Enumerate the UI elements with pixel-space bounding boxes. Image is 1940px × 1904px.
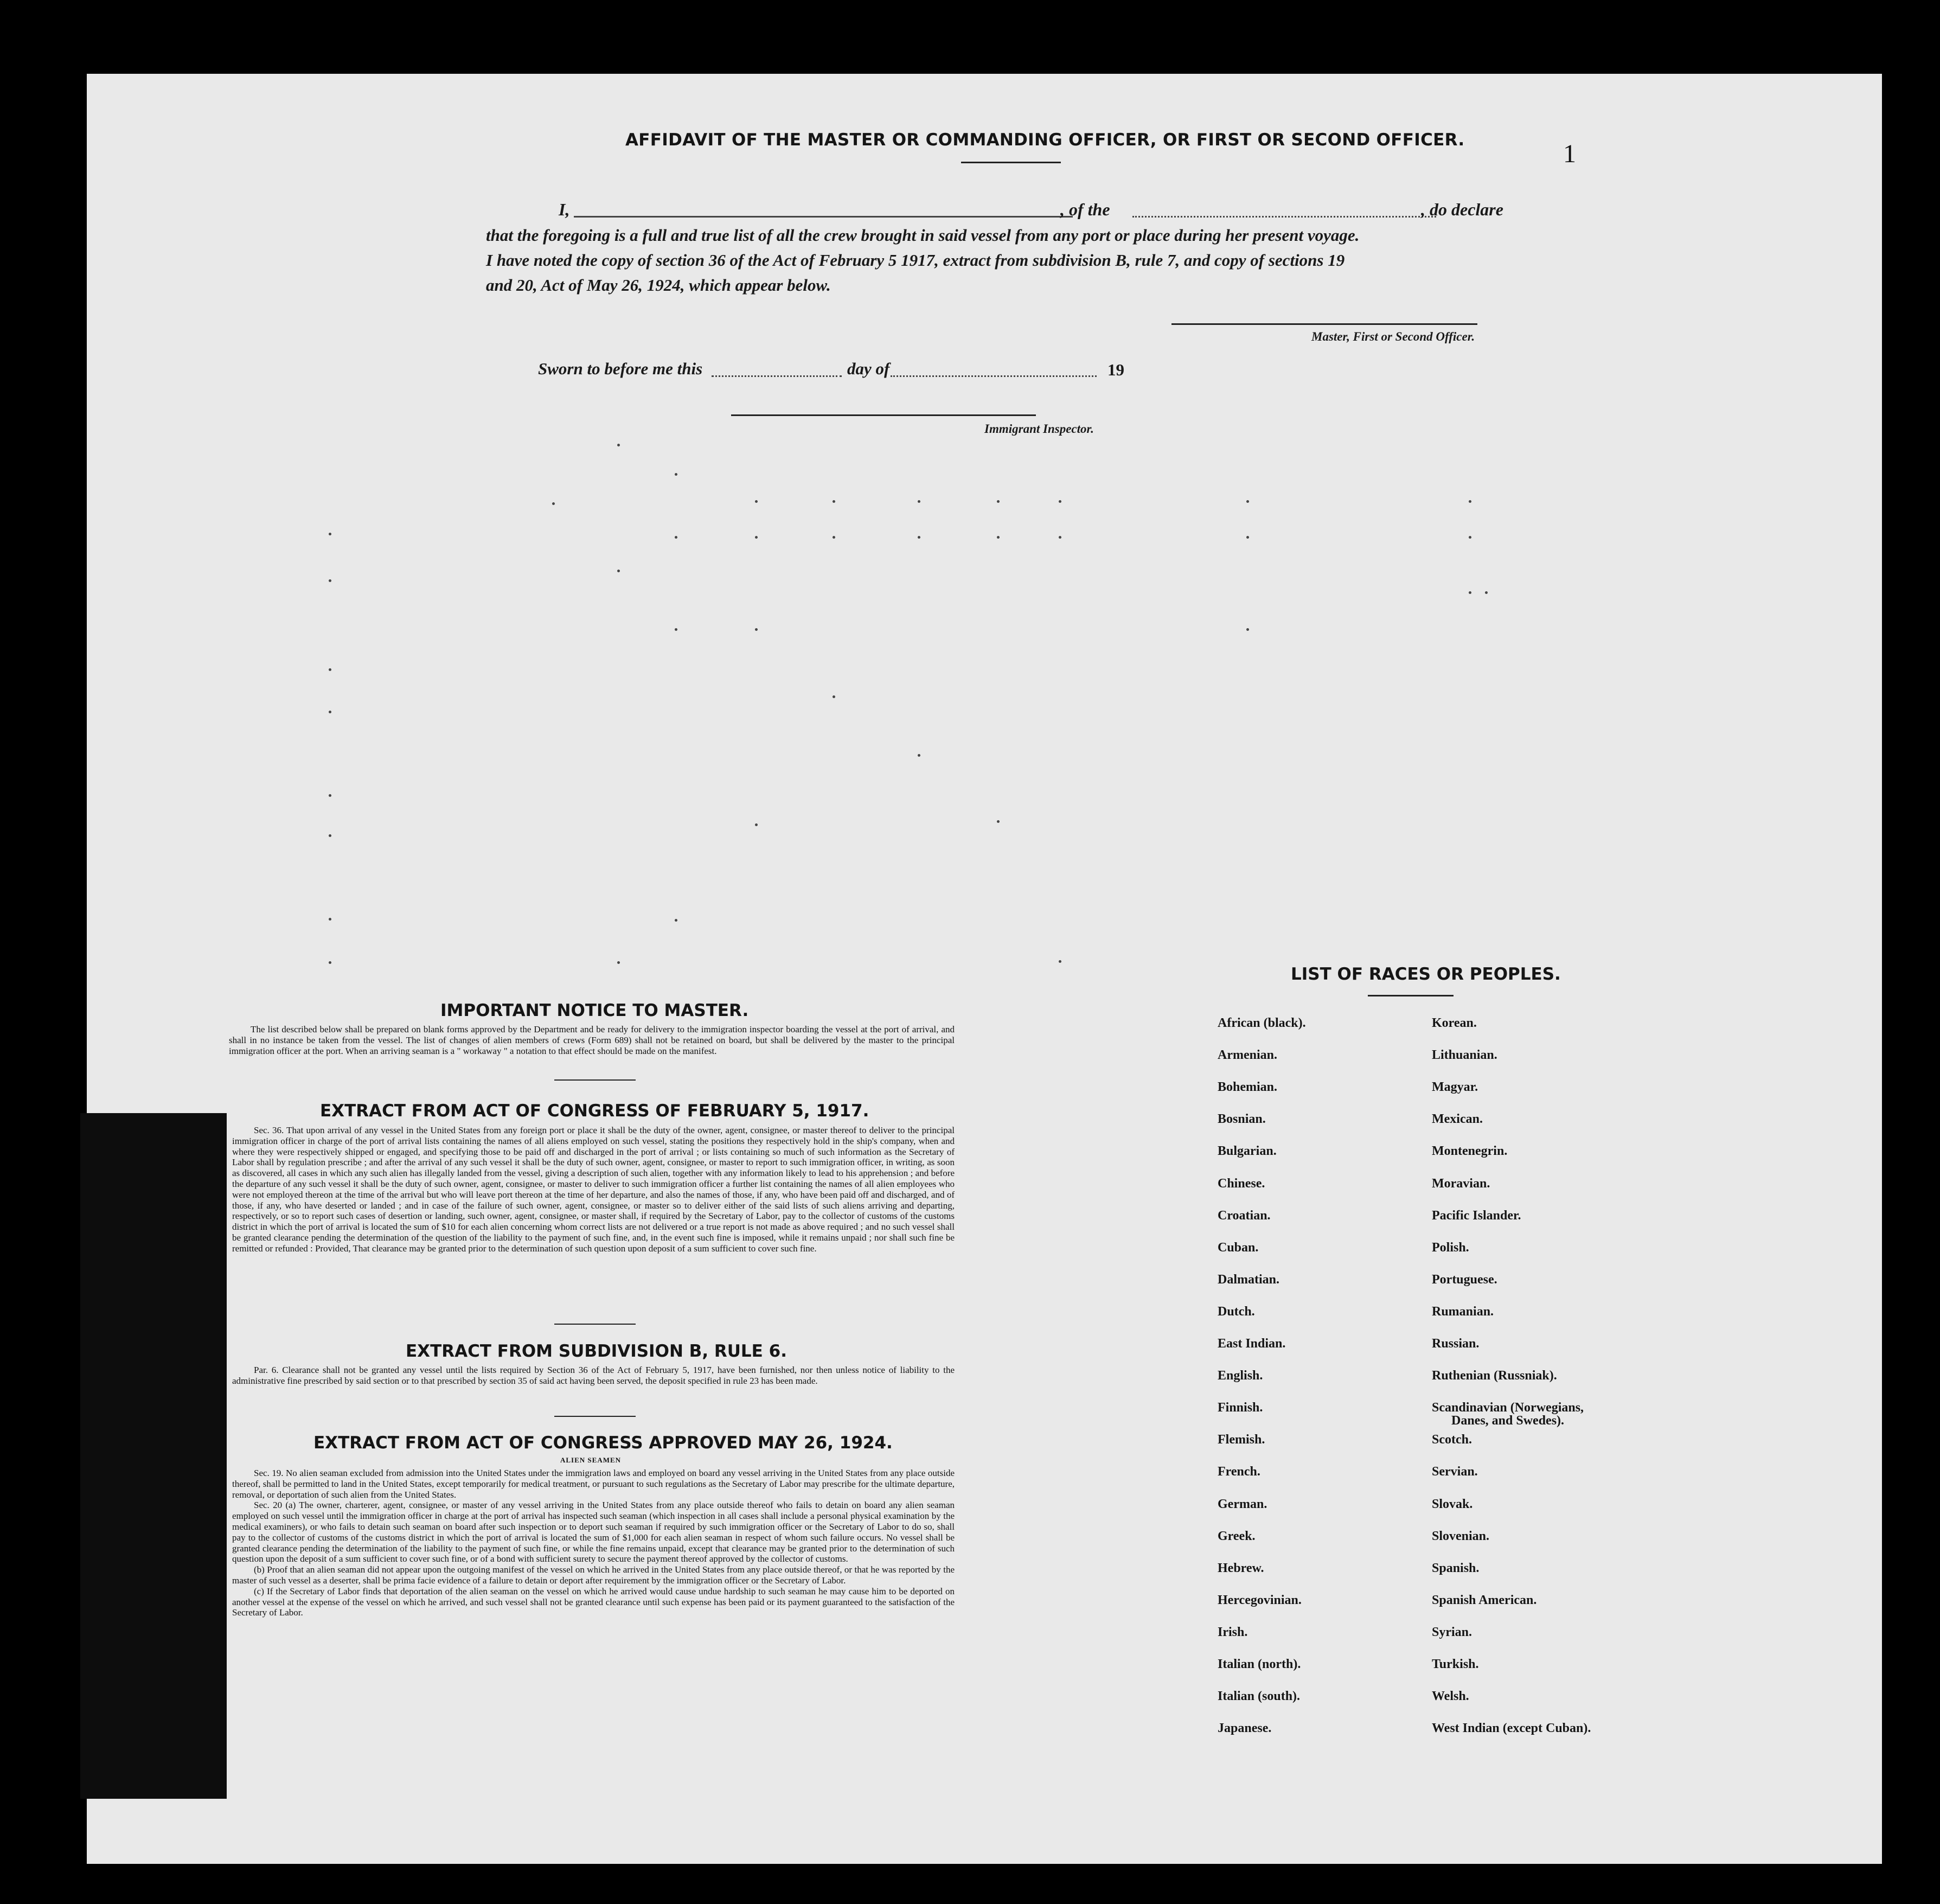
sworn-day-of: day of bbox=[847, 359, 890, 378]
rule-6-divider bbox=[554, 1416, 636, 1417]
section-20b-paragraph: (b) Proof that an alien seaman did not appear upon the outgoing manifest of the vessel on which he arrived in the United States from any place outside thereof, or that he was reported by the master of such vessel as a deserter, shall be prima facie evidence of a failure to detain or deport after requirement by the immigration officer or the Secretary of Labor. bbox=[232, 1564, 955, 1586]
race-item: Greek. bbox=[1218, 1529, 1256, 1543]
race-item: Croatian. bbox=[1218, 1208, 1271, 1223]
race-item: Chinese. bbox=[1218, 1176, 1265, 1191]
race-item: Lithuanian. bbox=[1432, 1048, 1497, 1063]
race-item: Cuban. bbox=[1218, 1240, 1259, 1255]
race-item: Bulgarian. bbox=[1218, 1144, 1277, 1159]
sworn-month-blank bbox=[891, 375, 1097, 377]
race-item: Japanese. bbox=[1218, 1721, 1272, 1736]
affidavit-declare-label: , do declare bbox=[1421, 200, 1503, 219]
race-item: Irish. bbox=[1218, 1625, 1248, 1639]
notice-body bbox=[229, 1024, 955, 1056]
affidavit-title: AFFIDAVIT OF THE MASTER OR COMMANDING OFFICER, OR FIRST OR SECOND OFFICER. bbox=[625, 130, 1465, 150]
vessel-name-blank bbox=[1132, 216, 1436, 218]
race-item: Slovak. bbox=[1432, 1497, 1473, 1511]
sworn-line bbox=[538, 359, 1189, 383]
race-item: Korean. bbox=[1432, 1016, 1477, 1030]
race-item: Dutch. bbox=[1218, 1304, 1255, 1319]
race-scandinavian-continuation: Danes, and Swedes). bbox=[1451, 1414, 1565, 1428]
rule-6-title: EXTRACT FROM SUBDIVISION B, RULE 6. bbox=[406, 1341, 787, 1361]
race-item: Italian (south). bbox=[1218, 1689, 1301, 1704]
page-number-mark: 1 bbox=[1563, 139, 1576, 168]
extract-1924-body bbox=[232, 1468, 955, 1618]
affidavit-line-3: I have noted the copy of section 36 of the Act of February 5 1917, extract from subdivision B, rule 7, and copy of sections 19 bbox=[486, 251, 1345, 270]
race-item: Italian (north). bbox=[1218, 1657, 1301, 1671]
race-item: Ruthenian (Russniak). bbox=[1432, 1369, 1557, 1383]
race-item: Pacific Islander. bbox=[1432, 1208, 1521, 1223]
race-item: Servian. bbox=[1432, 1465, 1478, 1479]
races-title: LIST OF RACES OR PEOPLES. bbox=[1291, 964, 1561, 984]
race-item: Finnish. bbox=[1218, 1401, 1263, 1415]
rule-6-paragraph: Par. 6. Clearance shall not be granted any vessel until the lists required by Section 36 of the Act of February 5, 1917, have been furnished, nor then unless notice of liability to the administrative fine prescribed by said section or to that prescribed by section 35 of said act having been served, the deposit specified in rule 23 has been made. bbox=[232, 1365, 955, 1386]
race-item: Portuguese. bbox=[1432, 1272, 1497, 1287]
race-item: Armenian. bbox=[1218, 1048, 1277, 1063]
race-item: Welsh. bbox=[1432, 1689, 1469, 1704]
section-20a-paragraph: Sec. 20 (a) The owner, charterer, agent, consignee, or master of any vessel arriving in the United States from any place outside thereof who fails to detain on board any alien seaman employed on such vessel until the immigration officer in charge at the port of arrival has inspected such seaman (which inspection in all cases shall include a personal physical examination by the medical examiners), or who fails to detain such seaman on board after such inspection or to deport such seaman if required by such immigration officer or the Secretary of Labor to do so, shall pay to the collector of customs of the customs district in which the port of arrival is located the sum of $1,000 for each alien seaman in respect of whom such failure occurs. No vessel shall be granted clearance pending the determination of the liability to the payment of such fine, or while the fine remains unpaid, except that clearance may be granted prior to the determination of such question upon the deposit of a sum sufficient to cover such fine, or of a bond with sufficient surety to secure the payment thereof approved by the collector of customs. bbox=[232, 1500, 955, 1564]
sworn-year: 19 bbox=[1107, 360, 1124, 379]
affidavit-of-the-label: , of the bbox=[1060, 200, 1110, 219]
race-item: Spanish. bbox=[1432, 1561, 1480, 1575]
extract-1917-title: EXTRACT FROM ACT OF CONGRESS OF FEBRUARY 5, 1917. bbox=[320, 1101, 869, 1121]
race-item: English. bbox=[1218, 1369, 1263, 1383]
title-underline bbox=[961, 162, 1061, 163]
section-20c-paragraph: (c) If the Secretary of Labor finds that deportation of the alien seaman on the vessel on which he arrived would cause undue hardship to such seaman he may cause him to be deported on another vessel at the expense of the vessel on which he arrived, and such vessel shall not be granted clearance until such expense has been paid or its payment guaranteed to the satisfaction of the Secretary of Labor. bbox=[232, 1586, 955, 1618]
race-item: Bosnian. bbox=[1218, 1112, 1266, 1127]
extract-1917-body bbox=[232, 1125, 955, 1254]
race-item: Polish. bbox=[1432, 1240, 1469, 1255]
sworn-day-blank bbox=[712, 375, 842, 377]
notice-paragraph: The list described below shall be prepared on blank forms approved by the Department and be ready for delivery to the immigration inspector boarding the vessel at the port of arrival, and shall in no instance be taken from the vessel. The list of changes of alien members of crews (Form 689) shall not be retained on board, but shall be delivered by the master to the principal immigration officer at the port. When an arriving seaman is a " workaway " a notation to that effect should be made on the manifest. bbox=[229, 1024, 955, 1056]
race-item: Dalmatian. bbox=[1218, 1272, 1279, 1287]
section-36-paragraph: Sec. 36. That upon arrival of any vessel in the United States from any foreign port or place it shall be the duty of the owner, agent, consignee, or master thereof to deliver to the principal immigration officer in charge of the port of arrival lists containing the names of all aliens employed on such vessel, stating the positions they respectively hold in the ship's company, when and where they were respectively shipped or engaged, and specifying those to be paid off and discharged in the port of arrival ; or lists containing so much of such information as the Secretary of Labor shall by regulation prescribe ; and after the arrival of any such vessel it shall be the duty of such owner, agent, consignee, or master to report to such immigration officer, in writing, as soon as discovered, all cases in which any such alien has illegally landed from the vessel, giving a description of such alien, together with any information likely to lead to his apprehension ; and before the departure of any such vessel it shall be the duty of such owner, agent, consignee, or master to deliver to such immigration officer a further list containing the names of all alien employees who were not employed thereon at the time of the arrival but who will leave port thereon at the time of her departure, and also the names of those, if any, who have been paid off and discharged, and of those, if any, who have deserted or landed ; and in case of the failure of such owner, agent, consignee, or master so to deliver either of the said lists of such aliens arriving and departing, respectively, or so to report such cases of desertion or landing, such owner, agent, consignee, or master shall, if required by the Secretary of Labor, pay to the collector of customs of the customs district in which the port of arrival is located the sum of $10 for each alien concerning whom correct lists are not delivered or a true report is not made as above required ; and no such vessel shall be granted clearance pending the determination of the question of the liability to the payment of such fine, and, in the event such fine is imposed, while it remains unpaid ; nor shall such fine be remitted or refunded : Provided, That clearance may be granted prior to the determination of such question upon deposit of a sum sufficient to cover such fine. bbox=[232, 1125, 955, 1254]
race-item: Scotch. bbox=[1432, 1433, 1472, 1447]
race-item: Hebrew. bbox=[1218, 1561, 1264, 1575]
master-name-blank bbox=[574, 216, 1073, 218]
inspector-signature-line bbox=[731, 414, 1036, 416]
race-item: Hercegovinian. bbox=[1218, 1593, 1302, 1607]
race-item: Russian. bbox=[1432, 1337, 1480, 1351]
race-item: Rumanian. bbox=[1432, 1304, 1494, 1319]
race-item: Scandinavian (Norwegians, bbox=[1432, 1401, 1584, 1415]
alien-seamen-subtitle: ALIEN SEAMEN bbox=[560, 1456, 622, 1464]
extract-1924-title: EXTRACT FROM ACT OF CONGRESS APPROVED MAY 26, 1924. bbox=[313, 1433, 893, 1453]
master-signature-line bbox=[1171, 323, 1477, 325]
extract-1917-divider bbox=[554, 1324, 636, 1325]
race-item: African (black). bbox=[1218, 1016, 1306, 1030]
affidavit-i-label: I, bbox=[559, 200, 570, 219]
race-item: German. bbox=[1218, 1497, 1267, 1511]
binding-stub bbox=[80, 1113, 227, 1799]
race-item: Slovenian. bbox=[1432, 1529, 1490, 1543]
races-title-underline bbox=[1368, 995, 1454, 996]
inspector-signature-caption: Immigrant Inspector. bbox=[984, 422, 1094, 436]
notice-title: IMPORTANT NOTICE TO MASTER. bbox=[440, 1001, 749, 1020]
race-item: Flemish. bbox=[1218, 1433, 1265, 1447]
race-item: Montenegrin. bbox=[1432, 1144, 1508, 1159]
sworn-prefix: Sworn to before me this bbox=[538, 359, 703, 378]
rule-6-body bbox=[232, 1365, 955, 1387]
notice-divider bbox=[554, 1079, 636, 1081]
race-item: Turkish. bbox=[1432, 1657, 1479, 1671]
race-item: Spanish American. bbox=[1432, 1593, 1537, 1607]
section-19-paragraph: Sec. 19. No alien seaman excluded from admission into the United States under the immigration laws and employed on board any vessel arriving in the United States from any place outside thereof, shall be permitted to land in the United States, except temporarily for medical treatment, or pursuant to such regulations as the Secretary of Labor may prescribe for the ultimate departure, removal, or deportation of such alien from the United States. bbox=[232, 1468, 955, 1500]
affidavit-line-2: that the foregoing is a full and true list of all the crew brought in said vessel from any port or place during her present voyage. bbox=[486, 226, 1360, 245]
race-item: French. bbox=[1218, 1465, 1260, 1479]
race-item: Bohemian. bbox=[1218, 1080, 1278, 1095]
race-item: Mexican. bbox=[1432, 1112, 1483, 1127]
race-item: West Indian (except Cuban). bbox=[1432, 1721, 1591, 1736]
affidavit-line-4: and 20, Act of May 26, 1924, which appear below. bbox=[486, 276, 831, 295]
race-item: East Indian. bbox=[1218, 1337, 1286, 1351]
affidavit-declaration-line bbox=[559, 200, 1513, 223]
race-item: Magyar. bbox=[1432, 1080, 1478, 1095]
race-item: Syrian. bbox=[1432, 1625, 1472, 1639]
race-item: Moravian. bbox=[1432, 1176, 1490, 1191]
master-signature-caption: Master, First or Second Officer. bbox=[1311, 330, 1475, 343]
